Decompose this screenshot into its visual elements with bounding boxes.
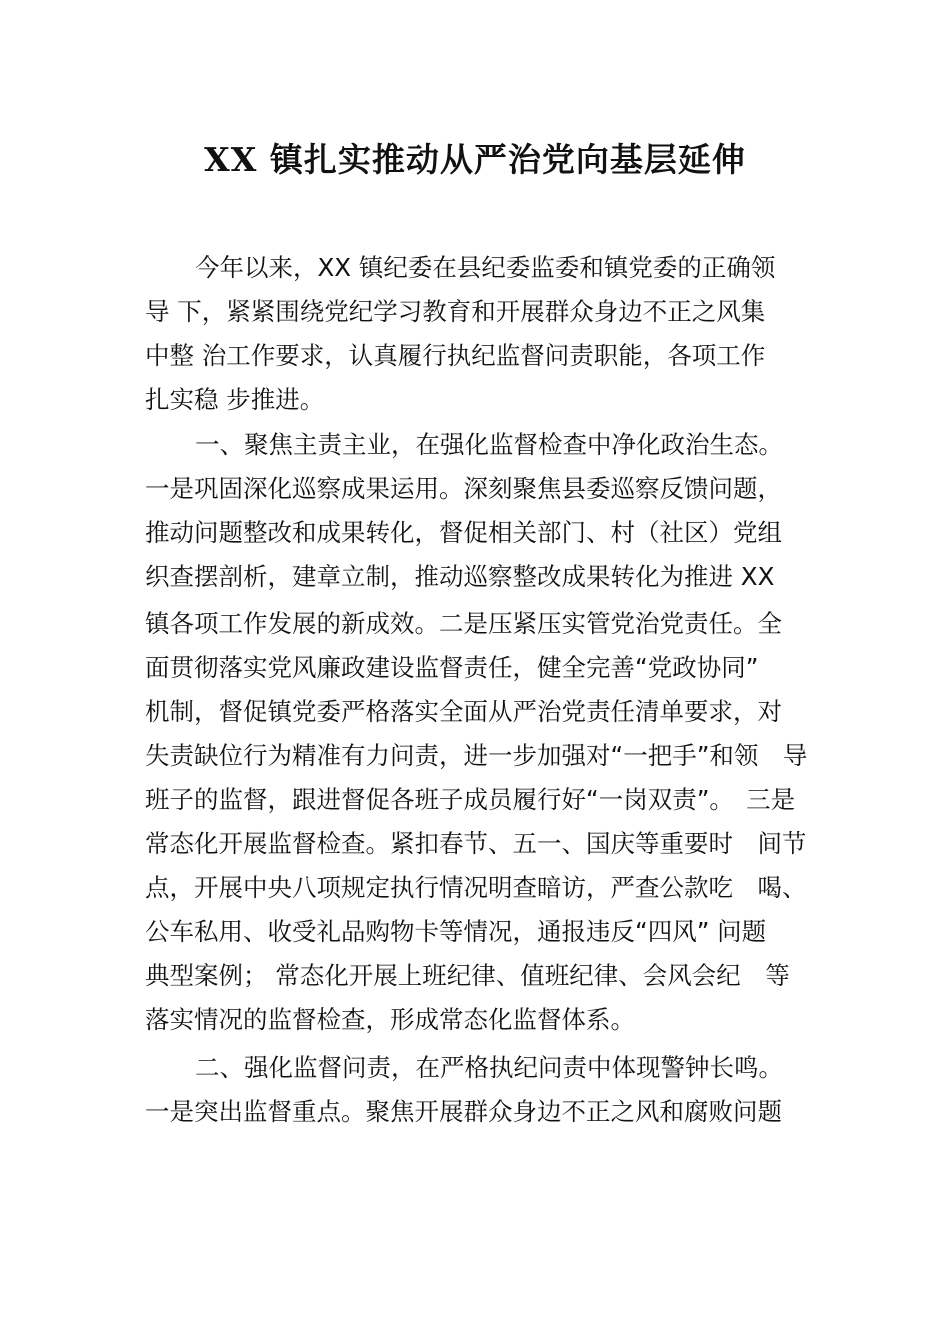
paragraph-line: 织查摆剖析，建章立制，推动巡察整改成果转化为推进 XX	[145, 562, 775, 591]
paragraph-line: 公车私用、收受礼品购物卡等情况，通报违反“四风” 问题	[145, 917, 767, 946]
paragraph-line: 面贯彻落实党风廉政建设监督责任，健全完善“党政协同”	[145, 653, 759, 682]
paragraph-line: 中整 治工作要求，认真履行执纪监督问责职能，各项工作	[145, 341, 766, 370]
paragraph-line: 一、聚焦主责主业，在强化监督检查中净化政治生态。	[195, 430, 783, 459]
paragraph-line: 机制，督促镇党委严格落实全面从严治党责任清单要求，对	[145, 697, 782, 726]
paragraph-line: 今年以来，XX 镇纪委在县纪委监委和镇党委的正确领	[195, 253, 776, 282]
paragraph-line: 落实情况的监督检查，形成常态化监督体系。	[145, 1005, 635, 1034]
paragraph-line: 点，开展中央八项规定执行情况明查暗访，严查公款吃 喝、	[145, 873, 807, 902]
paragraph-line: 常态化开展监督检查。紧扣春节、五一、国庆等重要时 间节	[145, 829, 807, 858]
paragraph-line: 导 下，紧紧围绕党纪学习教育和开展群众身边不正之风集	[145, 297, 766, 326]
paragraph-line: 班子的监督，跟进督促各班子成员履行好“一岗双责”。 三是	[145, 785, 796, 814]
paragraph-line: 二、强化监督问责，在严格执纪问责中体现警钟长鸣。	[195, 1053, 783, 1082]
paragraph-line: 扎实稳 步推进。	[145, 385, 325, 414]
paragraph-line: 推动问题整改和成果转化，督促相关部门、村（社区）党组	[145, 518, 782, 547]
document-title: XX 镇扎实推动从严治党向基层延伸	[204, 140, 746, 179]
paragraph-line: 一是突出监督重点。聚焦开展群众身边不正之风和腐败问题	[145, 1097, 782, 1126]
paragraph-line: 失责缺位行为精准有力问责，进一步加强对“一把手”和领 导	[145, 741, 808, 770]
paragraph-line: 镇各项工作发展的新成效。二是压紧压实管党治党责任。全	[145, 609, 782, 638]
paragraph-line: 典型案例； 常态化开展上班纪律、值班纪律、会风会纪 等	[145, 961, 790, 990]
paragraph-line: 一是巩固深化巡察成果运用。深刻聚焦县委巡察反馈问题，	[145, 474, 782, 503]
